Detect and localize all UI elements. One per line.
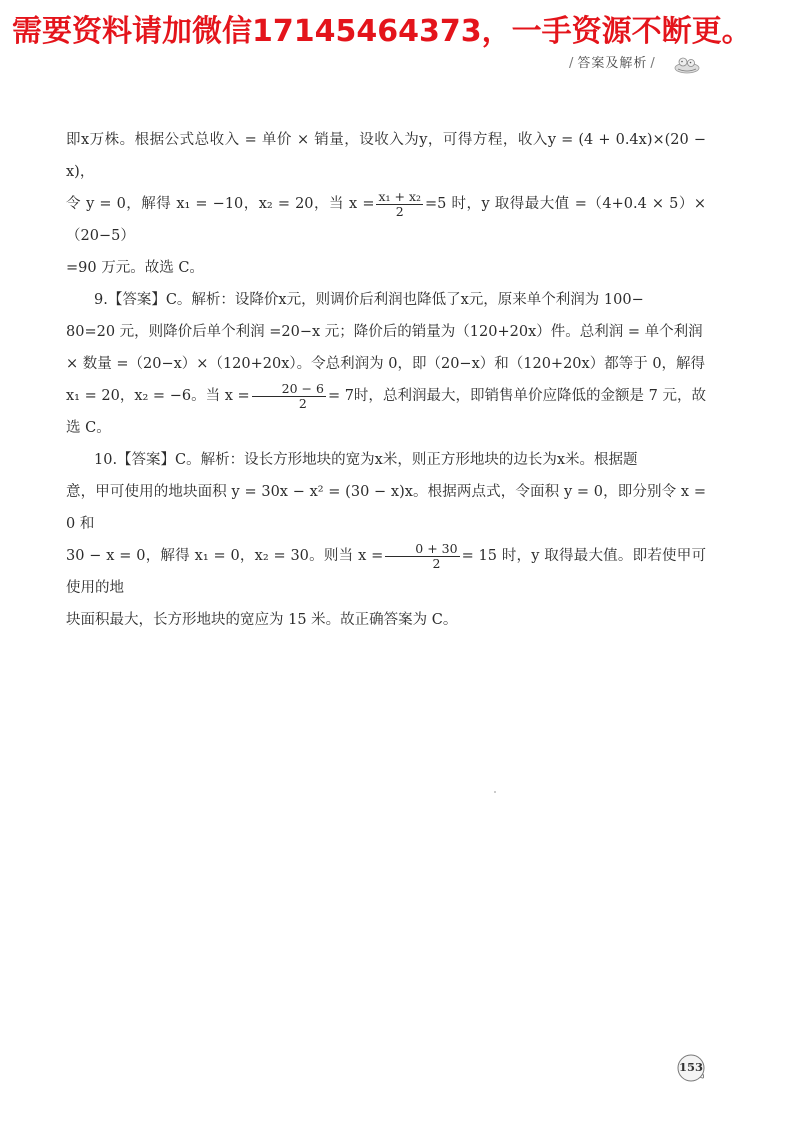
text-line: 即x万株。根据公式总收入 = 单价 × 销量，设收入为y，可得方程，收入y = (4 + 0.4x)×(20 − x)，	[66, 132, 706, 180]
answer-content	[66, 124, 706, 636]
text-line: 令 y = 0，解得 x₁ = −10，x₂ = 20，当 x =	[66, 196, 375, 212]
scan-speck	[494, 791, 496, 793]
fraction: $\frac{\text{x₁ + x₂}}{2}$	[378, 188, 422, 219]
mascot-illustration-icon	[672, 54, 702, 74]
text-line: = 7时，总利润最大，即销售单价应降低的金额是 7 元，故选 C。	[66, 388, 706, 436]
paragraph-8-continued	[66, 124, 706, 284]
text-line: = 15 时，y 取得最大值。即若使甲可使用的地	[66, 548, 706, 596]
section-header: / 答案及解析 /	[569, 56, 656, 71]
text-line: 10.【答案】C。解析：设长方形地块的宽为x米，则正方形地块的边长为x米。根据题	[94, 452, 638, 468]
answer-10	[66, 444, 706, 636]
text-line: 9.【答案】C。解析：设降价x元，则调价后利润也降低了x元，原来单个利润为 100−	[94, 292, 644, 308]
page-number-badge	[676, 1053, 706, 1083]
fraction: $\frac{0 + 30}{2}$	[385, 542, 459, 571]
page-number: 153	[678, 1060, 703, 1074]
text-line: 意，甲可使用的地块面积 y = 30x − x² = (30 − x)x。根据两点式，令面积 y = 0，即分别令 x = 0 和	[66, 484, 706, 532]
text-line: 块面积最大，长方形地块的宽应为 15 米。故正确答案为 C。	[66, 612, 458, 628]
section-label: 答案及解析	[577, 56, 648, 71]
text-line: 30 − x = 0，解得 x₁ = 0，x₂ = 30。则当 x =	[66, 548, 384, 564]
answer-9	[66, 284, 706, 444]
watermark-banner: 需要资料请加微信17145464373，一手资源不断更。	[12, 14, 752, 49]
text-line: x₁ = 20，x₂ = −6。当 x =	[66, 388, 250, 404]
text-line: =5 时，y 取得最大值 =（4+0.4 × 5）×（20−5）	[66, 196, 706, 244]
fraction: $\frac{20 - 6}{2}$	[252, 382, 326, 411]
text-line: =90 万元。故选 C。	[66, 260, 204, 276]
text-line: × 数量 =（20−x）×（120+20x）。令总利润为 0，即（20−x）和（120+20x）都等于 0，解得	[66, 356, 706, 372]
text-line: 80=20 元，则降价后单个利润 =20−x 元；降价后的销量为（120+20x）件。总利润 = 单个利润	[66, 324, 703, 340]
